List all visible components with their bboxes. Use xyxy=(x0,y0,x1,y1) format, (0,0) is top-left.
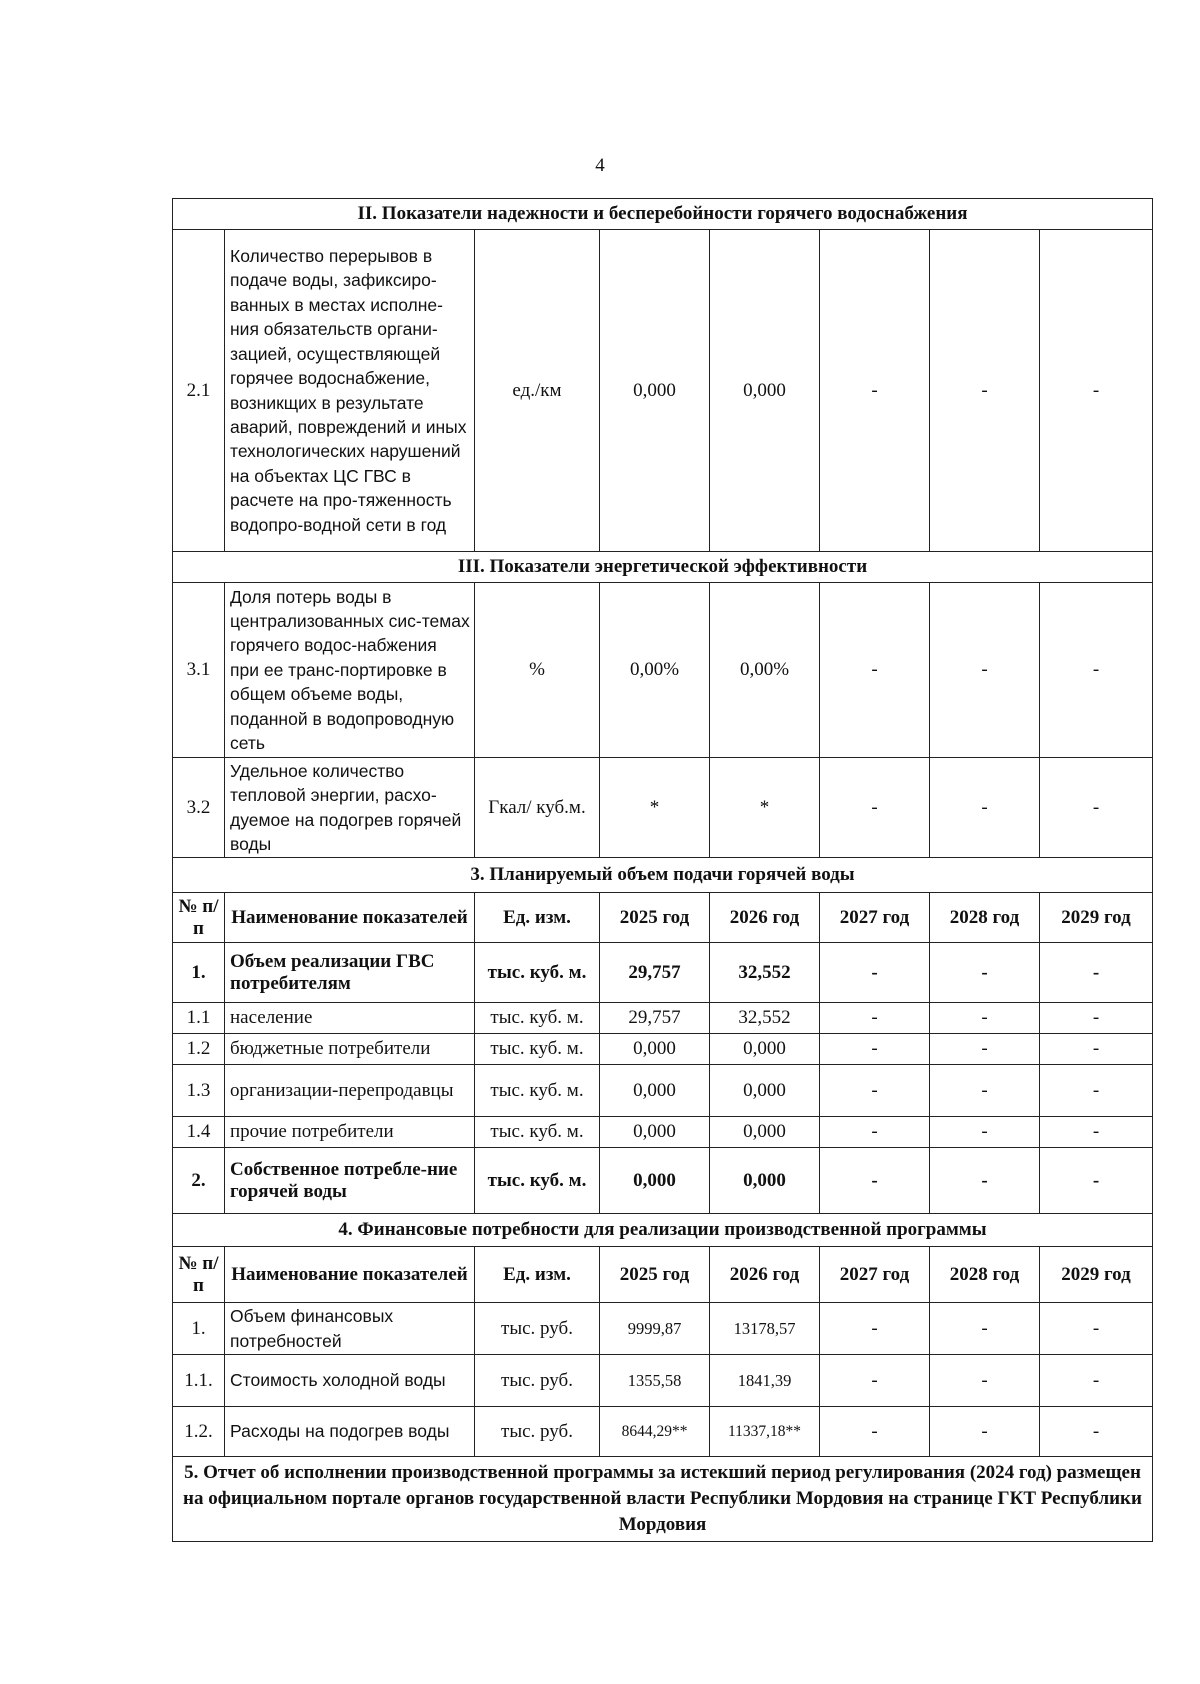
row-number: 2.1 xyxy=(173,230,225,552)
section-title: 3. Планируемый объем подачи горячей воды xyxy=(173,858,1153,893)
value-2029: - xyxy=(1040,1003,1153,1034)
value-2028: - xyxy=(930,1117,1040,1148)
indicator-name: Расходы на подогрев воды xyxy=(225,1407,475,1457)
table-row xyxy=(173,1355,1153,1407)
row-number: 1.4 xyxy=(173,1117,225,1148)
value-2029: - xyxy=(1040,758,1153,858)
header-2025: 2025 год xyxy=(600,893,710,943)
indicator-name: Доля потерь воды в централизованных сис-темах горячего водос-набжения при ее транс-портировке в общем объеме воды, поданной в водопроводную сеть xyxy=(225,583,475,758)
table-row xyxy=(173,1003,1153,1034)
value-2029: - xyxy=(1040,1407,1153,1457)
value-2026: 0,000 xyxy=(710,1117,820,1148)
value-2025: 0,000 xyxy=(600,1065,710,1117)
header-2029: 2029 год xyxy=(1040,893,1153,943)
value-2029: - xyxy=(1040,1117,1153,1148)
header-name: Наименование показателей xyxy=(225,893,475,943)
row-number: 1.2. xyxy=(173,1407,225,1457)
value-2026: * xyxy=(710,758,820,858)
table-header-row xyxy=(173,893,1153,943)
section-title: III. Показатели энергетической эффективности xyxy=(173,552,1153,583)
header-2028: 2028 год xyxy=(930,893,1040,943)
value-2028: - xyxy=(930,943,1040,1003)
header-name: Наименование показателей xyxy=(225,1247,475,1303)
indicator-name: население xyxy=(225,1003,475,1034)
value-2029: - xyxy=(1040,1065,1153,1117)
value-2025: 29,757 xyxy=(600,943,710,1003)
value-2027: - xyxy=(820,1303,930,1355)
header-2028: 2028 год xyxy=(930,1247,1040,1303)
unit: тыс. куб. м. xyxy=(475,1148,600,1214)
value-2025: 0,000 xyxy=(600,1117,710,1148)
header-num: № п/п xyxy=(173,1247,225,1303)
unit: % xyxy=(475,583,600,758)
section-header-finance xyxy=(173,1214,1153,1247)
value-2028: - xyxy=(930,1148,1040,1214)
unit: тыс. куб. м. xyxy=(475,1117,600,1148)
section-header-volume xyxy=(173,858,1153,893)
table-row xyxy=(173,583,1153,758)
table-row xyxy=(173,1303,1153,1355)
value-2027: - xyxy=(820,583,930,758)
value-2025: 9999,87 xyxy=(600,1303,710,1355)
section-header-energy xyxy=(173,552,1153,583)
report-note: 5. Отчет об исполнении производственной программы за истекший период регулирования (2024 год) размещен на официальном портале органов государственной власти Республики Мордовия на странице ГКТ Республики Мордовия xyxy=(173,1457,1153,1542)
value-2025: 1355,58 xyxy=(600,1355,710,1407)
header-unit: Ед. изм. xyxy=(475,1247,600,1303)
value-2026: 11337,18** xyxy=(710,1407,820,1457)
header-unit: Ед. изм. xyxy=(475,893,600,943)
value-2029: - xyxy=(1040,1355,1153,1407)
value-2027: - xyxy=(820,1003,930,1034)
unit: тыс. руб. xyxy=(475,1303,600,1355)
indicator-name: Объем финансовых потребностей xyxy=(225,1303,475,1355)
table-row xyxy=(173,1034,1153,1065)
value-2025: 0,000 xyxy=(600,230,710,552)
value-2026: 0,000 xyxy=(710,230,820,552)
row-number: 1. xyxy=(173,943,225,1003)
unit: тыс. куб. м. xyxy=(475,1034,600,1065)
table-row xyxy=(173,230,1153,552)
row-number: 3.1 xyxy=(173,583,225,758)
row-number: 3.2 xyxy=(173,758,225,858)
value-2026: 0,000 xyxy=(710,1148,820,1214)
table-row xyxy=(173,1148,1153,1214)
value-2027: - xyxy=(820,230,930,552)
value-2028: - xyxy=(930,230,1040,552)
row-number: 1.1. xyxy=(173,1355,225,1407)
value-2027: - xyxy=(820,1148,930,1214)
header-2027: 2027 год xyxy=(820,1247,930,1303)
unit: тыс. куб. м. xyxy=(475,1065,600,1117)
value-2027: - xyxy=(820,1065,930,1117)
value-2029: - xyxy=(1040,583,1153,758)
indicator-name: Количество перерывов в подаче воды, зафиксиро-ванных в местах исполне-ния обязательств органи-зацией, осуществляющей горячее водоснабжение, возникщих в результате аварий, повреждений и иных технологических нарушений на объектах ЦС ГВС в расчете на про-тяженность водопро-водной сети в год xyxy=(225,230,475,552)
unit: тыс. куб. м. xyxy=(475,1003,600,1034)
value-2025: 8644,29** xyxy=(600,1407,710,1457)
value-2025: * xyxy=(600,758,710,858)
header-2025: 2025 год xyxy=(600,1247,710,1303)
header-2029: 2029 год xyxy=(1040,1247,1153,1303)
unit: тыс. куб. м. xyxy=(475,943,600,1003)
indicator-name: Удельное количество тепловой энергии, расхо-дуемое на подогрев горячей воды xyxy=(225,758,475,858)
value-2028: - xyxy=(930,1303,1040,1355)
table-row xyxy=(173,758,1153,858)
value-2026: 32,552 xyxy=(710,1003,820,1034)
header-2026: 2026 год xyxy=(710,893,820,943)
row-number: 1.3 xyxy=(173,1065,225,1117)
header-2026: 2026 год xyxy=(710,1247,820,1303)
unit: тыс. руб. xyxy=(475,1355,600,1407)
value-2027: - xyxy=(820,758,930,858)
row-number: 1.1 xyxy=(173,1003,225,1034)
value-2029: - xyxy=(1040,1034,1153,1065)
value-2027: - xyxy=(820,1407,930,1457)
value-2027: - xyxy=(820,943,930,1003)
value-2026: 0,000 xyxy=(710,1034,820,1065)
table-row xyxy=(173,943,1153,1003)
value-2028: - xyxy=(930,1034,1040,1065)
value-2028: - xyxy=(930,758,1040,858)
table-row xyxy=(173,1117,1153,1148)
header-num: № п/п xyxy=(173,893,225,943)
value-2028: - xyxy=(930,1003,1040,1034)
row-number: 1. xyxy=(173,1303,225,1355)
value-2025: 29,757 xyxy=(600,1003,710,1034)
value-2025: 0,00% xyxy=(600,583,710,758)
table-row xyxy=(173,1065,1153,1117)
table-header-row xyxy=(173,1247,1153,1303)
value-2029: - xyxy=(1040,943,1153,1003)
value-2025: 0,000 xyxy=(600,1034,710,1065)
value-2028: - xyxy=(930,1355,1040,1407)
value-2028: - xyxy=(930,1065,1040,1117)
production-program-table xyxy=(172,198,1153,1542)
page-number: 4 xyxy=(595,155,605,176)
value-2026: 0,00% xyxy=(710,583,820,758)
value-2026: 32,552 xyxy=(710,943,820,1003)
value-2029: - xyxy=(1040,1303,1153,1355)
indicator-name: организации-перепродавцы xyxy=(225,1065,475,1117)
row-number: 2. xyxy=(173,1148,225,1214)
value-2029: - xyxy=(1040,1148,1153,1214)
value-2029: - xyxy=(1040,230,1153,552)
section-title: II. Показатели надежности и бесперебойности горячего водоснабжения xyxy=(173,199,1153,230)
section-header-reliability xyxy=(173,199,1153,230)
value-2028: - xyxy=(930,583,1040,758)
value-2026: 1841,39 xyxy=(710,1355,820,1407)
indicator-name: бюджетные потребители xyxy=(225,1034,475,1065)
report-note-row xyxy=(173,1457,1153,1542)
indicator-name: Собственное потребле-ние горячей воды xyxy=(225,1148,475,1214)
value-2027: - xyxy=(820,1355,930,1407)
indicator-name: прочие потребители xyxy=(225,1117,475,1148)
indicator-name: Объем реализации ГВС потребителям xyxy=(225,943,475,1003)
value-2026: 0,000 xyxy=(710,1065,820,1117)
unit: Гкал/ куб.м. xyxy=(475,758,600,858)
unit: тыс. руб. xyxy=(475,1407,600,1457)
value-2025: 0,000 xyxy=(600,1148,710,1214)
row-number: 1.2 xyxy=(173,1034,225,1065)
header-2027: 2027 год xyxy=(820,893,930,943)
value-2026: 13178,57 xyxy=(710,1303,820,1355)
table-row xyxy=(173,1407,1153,1457)
value-2027: - xyxy=(820,1117,930,1148)
section-title: 4. Финансовые потребности для реализации производственной программы xyxy=(173,1214,1153,1247)
indicator-name: Стоимость холодной воды xyxy=(225,1355,475,1407)
value-2028: - xyxy=(930,1407,1040,1457)
unit: ед./км xyxy=(475,230,600,552)
value-2027: - xyxy=(820,1034,930,1065)
